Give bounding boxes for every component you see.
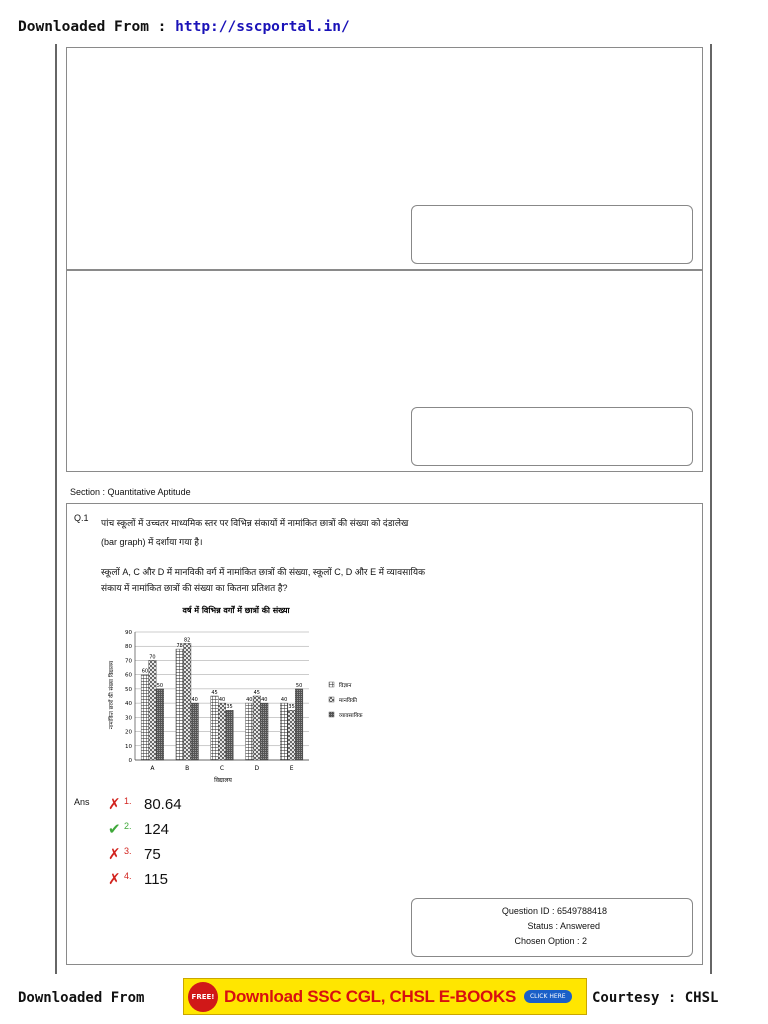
y-tick-label: 60 — [125, 672, 132, 679]
bar-value-label: 35 — [226, 704, 233, 711]
y-tick-label: 0 — [128, 758, 132, 764]
option-number: 3. — [124, 846, 132, 856]
previous-question-block-2 — [66, 270, 703, 472]
left-rule — [55, 44, 57, 974]
bar — [191, 703, 199, 760]
y-tick-label: 40 — [125, 701, 132, 708]
question-number: Q.1 — [74, 513, 89, 523]
bar — [226, 710, 234, 760]
chart-ylabel: नामांकित छात्रों की संख्या विद्यालय — [109, 660, 115, 730]
y-tick-label: 80 — [125, 644, 132, 651]
question-line-2: (bar graph) में दर्शाया गया है। — [101, 537, 203, 547]
bar-value-label: 82 — [184, 637, 191, 644]
y-tick-label: 90 — [125, 630, 132, 636]
checkmark-icon: ✔ — [108, 820, 121, 838]
click-here-button[interactable]: CLICK HERE — [524, 990, 572, 1003]
option-value: 75 — [144, 845, 161, 863]
bar — [141, 675, 149, 760]
footer-left: Downloaded From — [18, 990, 145, 1006]
bar — [149, 660, 157, 760]
y-tick-label: 50 — [125, 686, 132, 693]
bar — [253, 696, 260, 760]
legend-swatch — [329, 682, 334, 687]
header-prefix: Downloaded From : — [18, 19, 167, 35]
bar-value-label: 40 — [246, 697, 253, 704]
bar-value-label: 45 — [253, 690, 260, 696]
bar-value-label: 60 — [141, 668, 149, 675]
question-line-3: स्कूलों A, C और D में मानविकी वर्ग में नामांकित छात्रों की संख्या, स्कूलों C, D और E में व्यावसायिक — [101, 567, 425, 577]
chosen-option: Chosen Option : 2 — [514, 936, 587, 946]
bar — [156, 689, 164, 760]
legend-label: व्यावसायिक — [339, 713, 363, 719]
y-tick-label: 10 — [125, 743, 132, 750]
option-1 — [108, 793, 182, 815]
bar-value-label: 50 — [156, 682, 164, 689]
bar — [183, 643, 191, 760]
option-number: 1. — [124, 796, 132, 806]
chart-xlabel: विद्यालय — [214, 777, 232, 784]
y-tick-label: 20 — [125, 729, 132, 736]
question-line-4: संकाय में नामांकित छात्रों की संख्या का कितना प्रतिशत है? — [101, 583, 288, 593]
legend-label: मानविकी — [339, 698, 357, 704]
bar — [176, 649, 184, 760]
bar-value-label: 45 — [211, 690, 218, 696]
previous-question-block-1 — [66, 47, 703, 270]
option-number: 4. — [124, 871, 132, 881]
option-value: 80.64 — [144, 795, 182, 813]
option-number: 2. — [124, 821, 132, 831]
bar — [211, 696, 219, 760]
question-line-1: पांच स्कूलों में उच्चतर माध्यमिक स्तर पर विभिन्न संकायों में नामांकित छात्रों की संख्या को दंडालेख — [101, 518, 409, 528]
bar-value-label: 40 — [261, 697, 268, 704]
legend-label: विज्ञान — [339, 683, 352, 689]
cross-icon: ✗ — [108, 845, 121, 863]
legend-swatch — [329, 712, 334, 717]
chart-title: वर्ष में विभिन्न वर्गों में छात्रों की संख्या — [182, 606, 290, 615]
bar-value-label: 50 — [295, 682, 303, 689]
x-tick-label: B — [185, 765, 190, 772]
bar-chart — [101, 600, 371, 790]
answer-label: Ans — [74, 797, 90, 807]
bar-value-label: 40 — [280, 697, 288, 704]
footer-right: Courtesy : CHSL — [592, 990, 719, 1006]
option-2 — [108, 818, 169, 840]
bar-value-label: 35 — [288, 704, 295, 711]
bar-value-label: 40 — [218, 697, 226, 704]
bar — [295, 689, 303, 760]
option-value: 124 — [144, 820, 170, 838]
option-4 — [108, 868, 168, 890]
y-tick-label: 30 — [125, 715, 132, 722]
right-rule — [710, 44, 712, 974]
x-tick-label: E — [289, 765, 294, 772]
bar — [280, 703, 288, 760]
bar-value-label: 40 — [191, 697, 198, 704]
download-ebooks-banner[interactable] — [183, 978, 587, 1015]
x-tick-label: A — [150, 765, 155, 772]
free-badge-icon: FREE! — [188, 982, 218, 1012]
y-tick-label: 70 — [125, 658, 132, 665]
question-id: Question ID : 6549788418 — [501, 906, 607, 916]
bar — [261, 703, 269, 760]
section-label: Section : Quantitative Aptitude — [70, 487, 191, 497]
bar-value-label: 70 — [149, 654, 156, 661]
bar-value-label: 78 — [176, 643, 183, 650]
sscportal-link[interactable]: http://sscportal.in/ — [175, 19, 350, 35]
option-3 — [108, 843, 161, 865]
legend-swatch — [329, 697, 334, 702]
x-tick-label: D — [254, 765, 260, 772]
banner-text: Download SSC CGL, CHSL E-BOOKS — [224, 986, 516, 1006]
question-info-box-1 — [411, 205, 693, 264]
question-info-box-2 — [411, 407, 693, 466]
cross-icon: ✗ — [108, 870, 121, 888]
cross-icon: ✗ — [108, 795, 121, 813]
x-tick-label: C — [219, 765, 225, 772]
option-value: 115 — [144, 870, 168, 888]
bar — [288, 710, 296, 760]
status: Status : Answered — [527, 921, 600, 931]
bar — [246, 703, 254, 760]
bar — [218, 703, 226, 760]
download-header — [18, 19, 350, 35]
